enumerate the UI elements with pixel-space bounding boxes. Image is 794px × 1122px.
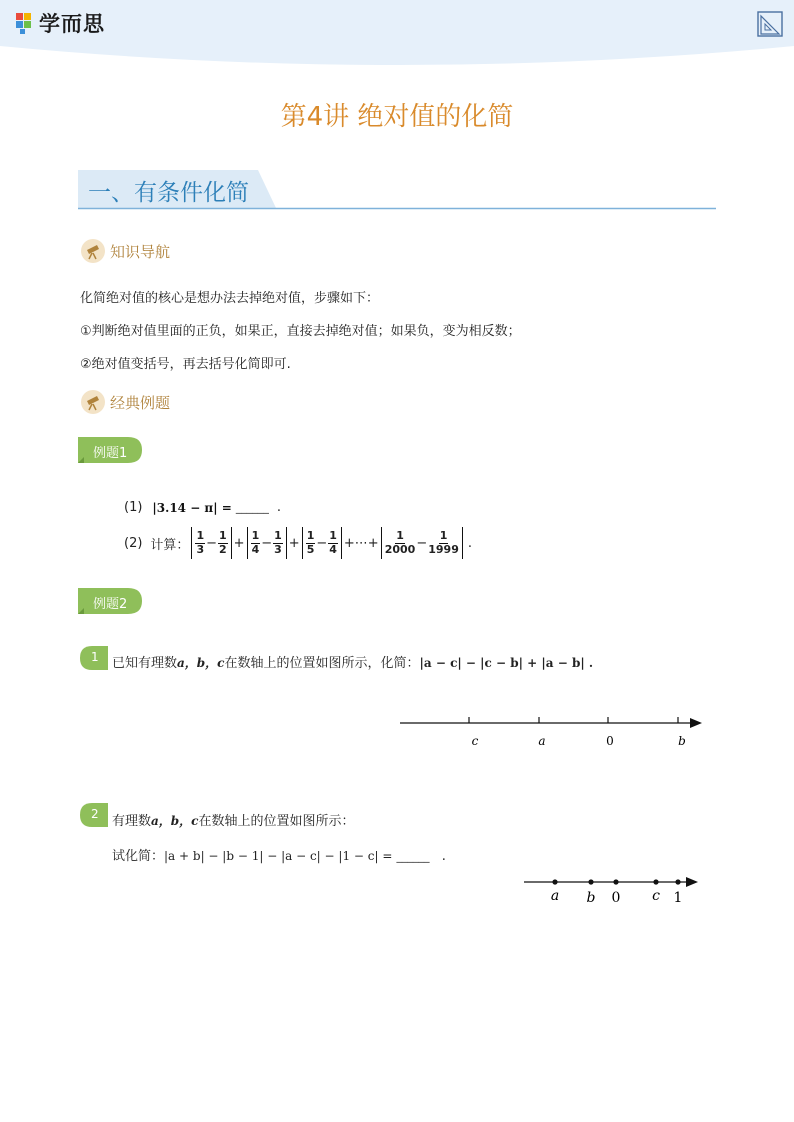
q1-end: . (276, 500, 281, 515)
operator: + (288, 535, 300, 551)
problem1-number: 1 (91, 650, 99, 664)
problem2-badge (80, 803, 108, 827)
p2-end: . (441, 849, 446, 864)
telescope-icon (80, 238, 106, 264)
problem2-text (112, 810, 355, 829)
axis2-label-0: 0 (611, 890, 621, 906)
logo (14, 8, 105, 38)
logo-icon (14, 11, 36, 35)
abs-bar (341, 527, 342, 559)
knowledge-heading-label: 知识导航 (110, 242, 171, 261)
p2-blank: ______ (396, 850, 430, 863)
number-line-2 (522, 872, 702, 908)
abs-bar (231, 527, 232, 559)
abs-bar (302, 527, 303, 559)
abs-bar (191, 527, 192, 559)
p1-vars: a，b，c (177, 656, 225, 670)
example1-question-2 (124, 527, 472, 559)
axis2-label-b: b (586, 890, 596, 906)
example2-tag-label: 例题2 (93, 597, 128, 612)
knowledge-heading (80, 238, 170, 264)
axis1-label-a: a (538, 734, 546, 748)
p2-text-b: 在数轴上的位置如图所示： (198, 814, 355, 829)
p1-text-a: 已知有理数 (112, 656, 178, 671)
problem1-badge (80, 646, 108, 670)
fraction: $\frac{1}{1999}$ (428, 529, 459, 556)
knowledge-line-3: ②绝对值变括号，再去括号化简即可. (80, 357, 291, 372)
fraction: $\frac{1}{2}$ (219, 529, 227, 556)
examples-heading-label: 经典例题 (110, 393, 171, 412)
examples-heading (80, 389, 170, 415)
question-label: (2) (124, 535, 143, 551)
number-line-1 (398, 712, 708, 752)
operator: − (206, 535, 217, 551)
section-title: 一、有条件化简 (88, 180, 249, 206)
operator: − (416, 535, 428, 551)
page-title: 第4讲 绝对值的化简 (280, 102, 514, 132)
knowledge-line-2: ①判断绝对值里面的正负，如果正，直接去掉绝对值；如果负，变为相反数； (80, 324, 521, 339)
logo-text: 学而思 (39, 12, 105, 36)
abs-bar (286, 527, 287, 559)
abs-bar (462, 527, 463, 559)
problem2-line2 (112, 845, 446, 864)
example1-question-1 (124, 500, 281, 515)
example1-tag (78, 437, 142, 463)
operator: − (261, 535, 273, 551)
fraction: $\frac{1}{2000}$ (384, 529, 416, 556)
fraction: $\frac{1}{3}$ (274, 529, 282, 556)
abs-bar (381, 527, 382, 559)
ruler-triangle-icon (756, 10, 784, 38)
question-label: (1) (124, 500, 143, 515)
operator: +⋯+ (343, 535, 379, 551)
p2-vars: a，b，c (151, 814, 199, 828)
operator: − (316, 535, 328, 551)
fraction: $\frac{1}{5}$ (306, 529, 315, 556)
q1-blank: ______ (235, 501, 269, 514)
fraction: $\frac{1}{3}$ (196, 529, 205, 556)
p2-expression: |a + b| − |b − 1| − |a − c| − |1 − c| = (164, 849, 393, 863)
p1-text-b: 在数轴上的位置如图所示，化简： (224, 656, 420, 671)
telescope-icon (80, 389, 106, 415)
abs-bar (247, 527, 248, 559)
p2-text-a: 有理数 (112, 814, 152, 829)
problem2-number: 2 (91, 807, 99, 821)
p2-prefix: 试化简： (112, 849, 165, 864)
p1-expression: |a − c| − |c − b| + |a − b| . (419, 656, 594, 670)
header-background (0, 0, 794, 80)
axis2-label-1: 1 (673, 890, 683, 906)
example1-tag-label: 例题1 (93, 446, 128, 461)
q2-end: . (467, 535, 472, 551)
axis2-label-c: c (652, 888, 660, 904)
axis1-label-c: c (471, 734, 479, 748)
axis1-label-0: 0 (606, 734, 614, 748)
axis2-label-a: a (550, 888, 560, 904)
q2-prefix: 计算： (150, 537, 190, 553)
problem1-text (112, 652, 593, 671)
operator: + (233, 535, 245, 551)
example2-tag (78, 588, 142, 614)
q1-expression: |3.14 − π| = (152, 500, 232, 515)
knowledge-line-1: 化简绝对值的核心是想办法去掉绝对值，步骤如下： (80, 291, 380, 306)
fraction: $\frac{1}{4}$ (329, 529, 337, 556)
axis1-label-b: b (678, 734, 686, 748)
fraction: $\frac{1}{4}$ (251, 529, 260, 556)
